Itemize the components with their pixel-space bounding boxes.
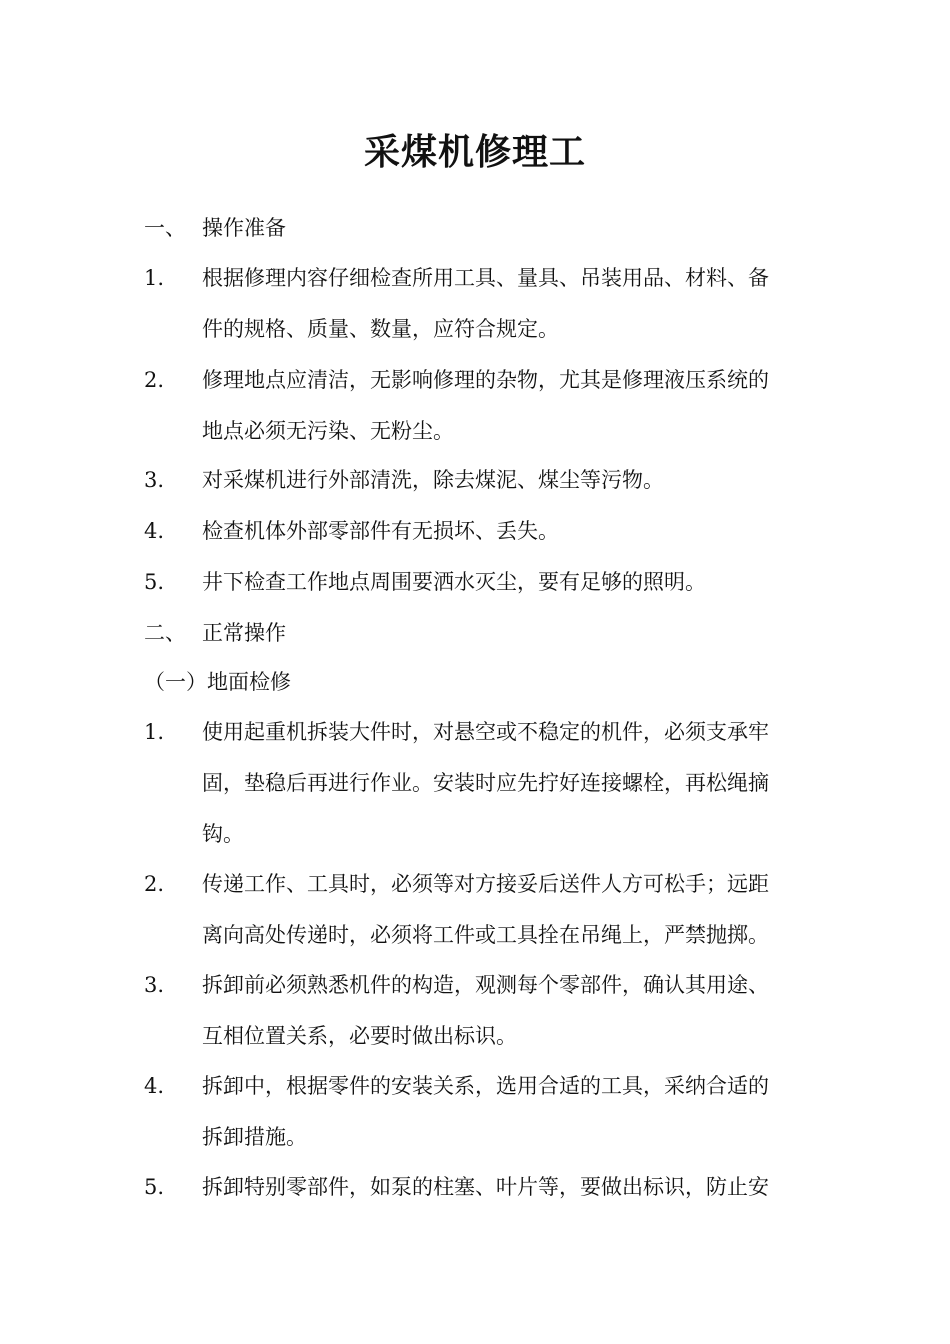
list-item — [0, 564, 950, 600]
list-item — [0, 714, 950, 750]
list-item-continuation — [0, 917, 950, 953]
item-number: 1. — [144, 720, 165, 744]
list-item — [0, 513, 950, 549]
item-number: 4. — [144, 519, 165, 543]
item-text: 检查机体外部零部件有无损坏、丢失。 — [202, 519, 559, 543]
list-item — [0, 260, 950, 296]
section-title: 正常操作 — [202, 621, 286, 645]
item-text: 拆卸措施。 — [202, 1125, 307, 1149]
list-item-continuation — [0, 816, 950, 852]
list-item-continuation — [0, 1018, 950, 1054]
item-text: 拆卸特别零部件，如泵的柱塞、叶片等，要做出标识，防止安 — [202, 1175, 769, 1199]
item-text: 使用起重机拆装大件时，对悬空或不稳定的机件，必须支承牢 — [202, 720, 769, 744]
item-number: 3. — [144, 468, 165, 492]
item-number: 5. — [144, 1175, 165, 1199]
list-item-continuation — [0, 765, 950, 801]
item-text: 修理地点应清洁，无影响修理的杂物，尤其是修理液压系统的 — [202, 368, 769, 392]
document-title: 采煤机修理工 — [363, 131, 586, 173]
section-heading — [0, 615, 950, 651]
list-item — [0, 1169, 950, 1205]
item-number: 1. — [144, 266, 165, 290]
item-number: 4. — [144, 1074, 165, 1098]
list-item — [0, 967, 950, 1003]
item-text: 钩。 — [202, 822, 244, 846]
item-number: 2. — [144, 368, 165, 392]
item-text: 离向高处传递时，必须将工件或工具拴在吊绳上，严禁抛掷。 — [202, 923, 769, 947]
item-text: 固，垫稳后再进行作业。安装时应先拧好连接螺栓，再松绳摘 — [202, 771, 769, 795]
list-item-continuation — [0, 413, 950, 449]
section-number: 二、 — [144, 621, 186, 645]
item-text: 互相位置关系，必要时做出标识。 — [202, 1024, 517, 1048]
subsection-heading — [0, 664, 950, 700]
list-item — [0, 362, 950, 398]
item-text: 件的规格、质量、数量，应符合规定。 — [202, 317, 559, 341]
item-text: 拆卸前必须熟悉机件的构造，观测每个零部件，确认其用途、 — [202, 973, 769, 997]
item-number: 2. — [144, 872, 165, 896]
item-text: 拆卸中，根据零件的安装关系，选用合适的工具，采纳合适的 — [202, 1074, 769, 1098]
item-text: 根据修理内容仔细检查所用工具、量具、吊装用品、材料、备 — [202, 266, 769, 290]
list-item-continuation — [0, 1119, 950, 1155]
item-number: 3. — [144, 973, 165, 997]
section-heading — [0, 210, 950, 246]
item-text: 地点必须无污染、无粉尘。 — [202, 419, 454, 443]
list-item — [0, 1068, 950, 1104]
list-item-continuation — [0, 311, 950, 347]
item-text: 对采煤机进行外部清洗，除去煤泥、煤尘等污物。 — [202, 468, 664, 492]
subsection-title: （一）地面检修 — [144, 670, 291, 694]
list-item — [0, 866, 950, 902]
list-item — [0, 462, 950, 498]
section-title: 操作准备 — [202, 216, 286, 240]
item-number: 5. — [144, 570, 165, 594]
section-number: 一、 — [144, 216, 186, 240]
item-text: 井下检查工作地点周围要洒水灭尘，要有足够的照明。 — [202, 570, 706, 594]
item-text: 传递工作、工具时，必须等对方接妥后送件人方可松手；远距 — [202, 872, 769, 896]
